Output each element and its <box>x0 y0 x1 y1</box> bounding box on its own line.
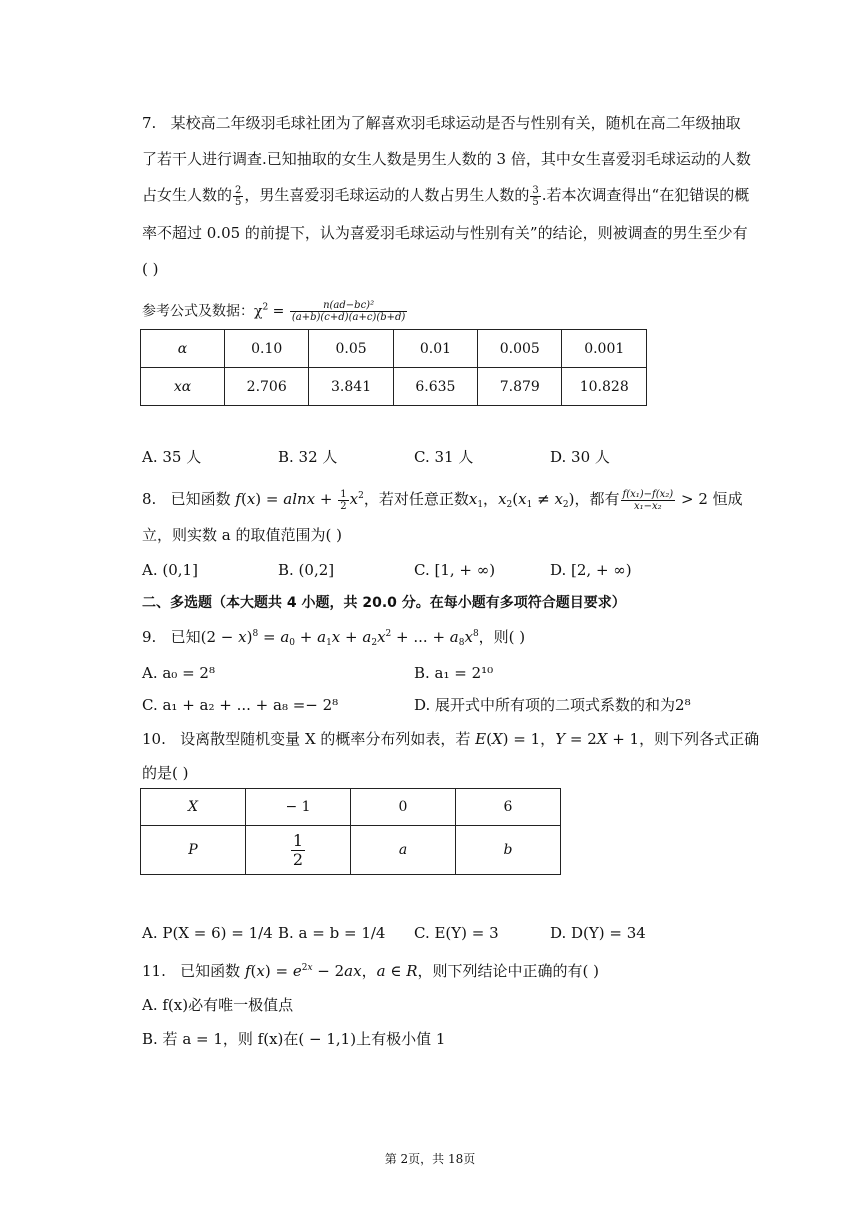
q8-line-1: 8. 已知函数 f(x) = alnx + $\frac{1}{2}$ $x^2$，若对任意正数$x_1$，$x_2(x_1 \ne x_2)$，都有 $\frac{\text{f(x₁)−f(x₂)}}{\text{x₁−x₂}}$ > 2 恒成 <box>142 488 743 512</box>
q8-number: 8. <box>142 490 157 508</box>
section-heading: 二、多选题（本大题共 4 小题，共 20.0 分。在每小题有多项符合题目要求） <box>142 595 626 611</box>
table-cell: xα <box>141 368 225 406</box>
q7-reference-formula: 参考公式及数据：$\chi^2$ = $\frac{\text{n(ad−bc)²}}{(a+b)(c+d)(a+c)(b+d)}$ <box>142 300 406 323</box>
q7-fraction-3-5: $\frac{3}{5}$ <box>532 184 539 208</box>
q8-option-d: D. [2, + ∞) <box>550 561 632 579</box>
q7-line-2 <box>142 148 751 170</box>
table-cell: 0.001 <box>562 330 647 368</box>
half-fraction: $\frac{1}{2}$ <box>340 488 347 512</box>
q7-line-4 <box>142 222 748 244</box>
q10-number: 10. <box>142 730 166 748</box>
q7-option-b: B. 32 人 <box>278 448 338 466</box>
q10-text-1b: ，则下列各式正确 <box>639 730 760 748</box>
q7-option-c: C. 31 人 <box>414 448 474 466</box>
q8-option-c: C. [1, + ∞) <box>414 561 496 579</box>
table-cell: 0 <box>351 789 456 826</box>
q11-option-b: B. 若 a = 1，则 f(x)在( − 1,1)上有极小值 1 <box>142 1030 446 1048</box>
q11-option-a: A. f(x)必有唯一极值点 <box>142 996 294 1014</box>
table-cell: 6 <box>456 789 561 826</box>
q8-difference-quotient: $\frac{\text{f(x₁)−f(x₂)}}{\text{x₁−x₂}}$ <box>622 488 674 512</box>
q7-text-3a: 占女生人数的 <box>142 186 233 204</box>
table-cell: 0.05 <box>309 330 393 368</box>
q8-option-a: A. (0,1] <box>142 561 198 579</box>
table-cell: 6.635 <box>393 368 477 406</box>
q8-text-1a: 已知函数 <box>170 490 236 508</box>
q8-text-2: 立，则实数 a 的取值范围为( ) <box>142 526 342 544</box>
q11-text-1b: ，则下列结论中正确的有( ) <box>417 962 599 980</box>
q8-text-1d: > 2 恒成 <box>680 490 743 508</box>
table-cell: α <box>141 330 225 368</box>
table-cell: 10.828 <box>562 368 647 406</box>
table-cell: 0.10 <box>225 330 309 368</box>
q11-line-1: 11. 已知函数 $f(x) = e^{2x} - 2ax$，a ∈ R，则下列结论中正确的有( ) <box>142 962 599 980</box>
q10-text-1a: 设离散型随机变量 X 的概率分布列如表，若 <box>180 730 476 748</box>
q8-option-b: B. (0,2] <box>278 561 335 579</box>
q7-text-4: 率不超过 0.05 的前提下，认为喜爱羽毛球运动与性别有关”的结论，则被调查的男生至少有 <box>142 224 748 242</box>
q7-text-3b: ，男生喜爱羽毛球运动的人数占男生人数的 <box>244 186 530 204</box>
chi-square-fraction: $\frac{\text{n(ad−bc)²}}{(a+b)(c+d)(a+c)(b+d)}$ <box>291 300 406 323</box>
q8-text-1b: ，若对任意正数 <box>363 490 469 508</box>
q10-option-d: D. D(Y) = 34 <box>550 924 646 942</box>
table-cell: 7.879 <box>478 368 562 406</box>
table-cell <box>246 826 351 875</box>
q7-option-a: A. 35 人 <box>142 448 202 466</box>
table-cell: 3.841 <box>309 368 393 406</box>
q9-option-a: A. a₀ = 2⁸ <box>142 664 215 682</box>
table-cell: 2.706 <box>225 368 309 406</box>
q8-text-1c: ，都有 <box>574 490 620 508</box>
q10-distribution-table <box>140 788 561 875</box>
q7-text-2: 了若干人进行调查.已知抽取的女生人数是男生人数的 3 倍，其中女生喜爱羽毛球运动的人数 <box>142 150 751 168</box>
q10-option-a: A. P(X = 6) = 1/4 <box>142 924 273 942</box>
q7-paren: ( ) <box>142 260 159 278</box>
q7-critical-value-table <box>140 329 647 406</box>
half-fraction: $\frac{1}{2}$ <box>292 830 304 869</box>
q9-option-d: D. 展开式中所有项的二项式系数的和为2⁸ <box>414 696 691 714</box>
q7-line-1 <box>142 112 741 134</box>
q9-number: 9. <box>142 628 157 646</box>
q7-answer-blank <box>142 258 158 280</box>
q7-line-3 <box>142 184 749 208</box>
q9-option-c: C. a₁ + a₂ + ... + a₈ =− 2⁸ <box>142 696 339 714</box>
table-cell: X <box>141 789 246 826</box>
q7-text-3c: .若本次调查得出“在犯错误的概 <box>541 186 750 204</box>
q10-option-b: B. a = b = 1/4 <box>278 924 386 942</box>
q7-fraction-2-5: $\frac{2}{5}$ <box>235 184 242 208</box>
table-cell: a <box>351 826 456 875</box>
q10-option-c: C. E(Y) = 3 <box>414 924 499 942</box>
ref-label: 参考公式及数据：χ <box>142 303 263 320</box>
table-cell: 0.005 <box>478 330 562 368</box>
q10-text-2: 的是( ) <box>142 764 189 782</box>
q9-option-b: B. a₁ = 2¹⁰ <box>414 664 494 682</box>
q9-line-1: 9. 已知$(2 - x)^8 = a_0 + a_1x + a_2x^2$ + ... + $a_8x^8$，则( ) <box>142 628 526 648</box>
q7-number: 7. <box>142 114 157 132</box>
table-cell: 0.01 <box>393 330 477 368</box>
q10-line-1: 10. 设离散型随机变量 X 的概率分布列如表，若 E(X) = 1，Y = 2X + 1，则下列各式正确 <box>142 730 760 748</box>
q11-number: 11. <box>142 962 166 980</box>
table-cell: P <box>141 826 246 875</box>
q9-text-1a: 已知 <box>170 628 201 646</box>
page-footer: 第 2页，共 18页 <box>384 1152 476 1166</box>
q8-line-2 <box>142 524 342 546</box>
table-cell: − 1 <box>246 789 351 826</box>
q7-text-1: 某校高二年级羽毛球社团为了解喜欢羽毛球运动是否与性别有关，随机在高二年级抽取 <box>170 114 741 132</box>
q11-text-1a: 已知函数 <box>180 962 245 980</box>
q10-line-2 <box>142 762 188 784</box>
table-cell: b <box>456 826 561 875</box>
q9-text-1b: ，则( ) <box>478 628 526 646</box>
q7-option-d: D. 30 人 <box>550 448 610 466</box>
